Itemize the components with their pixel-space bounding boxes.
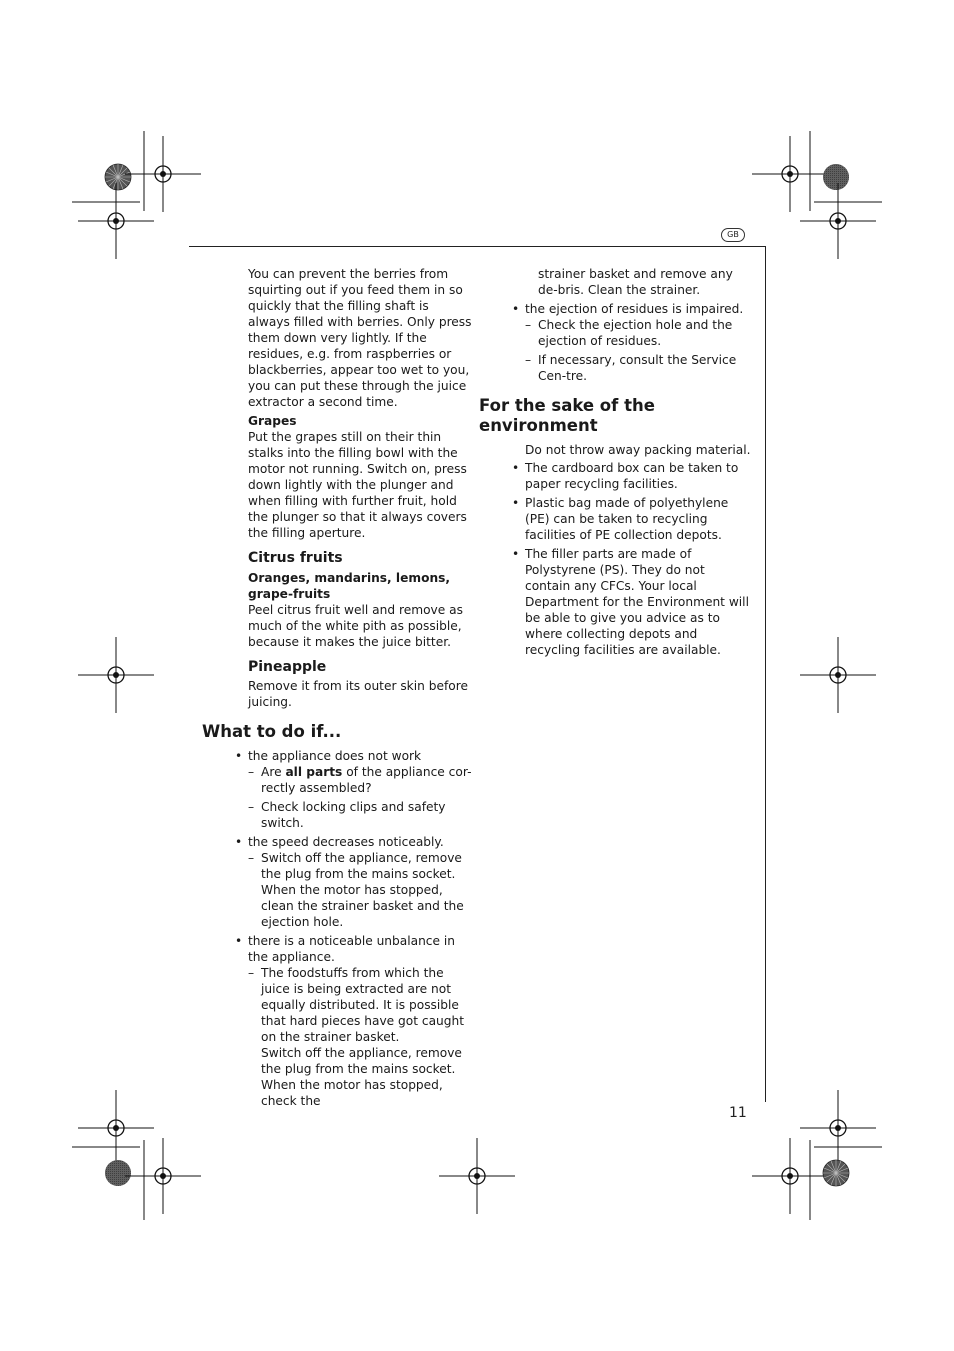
dash-icon: – <box>248 765 255 779</box>
margin-rule <box>765 246 766 1102</box>
bullet-icon: • <box>235 934 243 948</box>
bullet-icon: • <box>512 547 520 561</box>
environment-list <box>479 460 751 658</box>
pineapple-heading: Pineapple <box>248 659 327 675</box>
list-item: • The filler parts are made of Polystyrene (PS). They do not contain any CFCs. Your local Department for the Environment will be able to give you advice as to where collecting depots and recycling facilities are available. <box>512 547 749 657</box>
list-item: – Check locking clips and safety switch. <box>248 800 446 830</box>
citrus-paragraph: Peel citrus fruit well and remove as much of the white pith as possible, because it makes the juice bitter. <box>248 603 463 649</box>
issue-text: the appliance does not work <box>248 749 422 763</box>
bullet-icon: • <box>512 496 520 510</box>
issue-text: there is a noticeable unbalance in the appliance. <box>248 934 455 964</box>
page-number: 11 <box>729 1105 747 1121</box>
grapes-heading: Grapes <box>248 414 297 428</box>
environment-heading: For the sake of the environment <box>479 396 655 435</box>
troubleshooting-heading: What to do if... <box>202 722 342 741</box>
continued-text: strainer basket and remove any de-bris. Clean the strainer. <box>538 267 733 297</box>
citrus-subheading: Oranges, mandarins, lemons, grape-fruits <box>248 571 451 601</box>
bullet-icon: • <box>512 461 520 475</box>
list-item <box>235 748 474 831</box>
issue-text: the ejection of residues is impaired. <box>525 302 744 316</box>
dash-icon: – <box>248 800 255 814</box>
bullet-icon: • <box>235 835 243 849</box>
grapes-paragraph: Put the grapes still on their thin stalks into the filling bowl with the motor not running. Switch on, press down lightly with the plunger and when filling with further fruit, hold the plunger so that it always covers the filling aperture. <box>248 430 467 540</box>
emphasis: all parts <box>285 765 343 779</box>
bullet-icon: • <box>512 302 520 316</box>
dash-icon: – <box>248 966 255 980</box>
list-item: – Switch off the appliance, remove the plug from the mains socket. When the motor has stopped, clean the strainer basket and the ejection hole. <box>248 851 464 929</box>
citrus-heading: Citrus fruits <box>248 550 343 566</box>
troubleshooting-list <box>202 748 474 1109</box>
dash-icon: – <box>248 851 255 865</box>
issue-text: the speed decreases noticeably. <box>248 835 444 849</box>
left-column <box>202 266 474 1112</box>
header-rule <box>189 246 766 247</box>
dash-icon: – <box>525 318 532 332</box>
language-badge: GB <box>721 228 745 242</box>
berries-paragraph: You can prevent the berries from squirting out if you feed them in so quickly that the filling shaft is always filled with berries. Only press them down very lightly. If the residues, e.g. from raspberries or blackberries, appear too wet to you, you can put these through the juice extractor a second time. <box>248 267 472 409</box>
list-item <box>235 933 474 1109</box>
list-item: • The cardboard box can be taken to paper recycling facilities. <box>512 461 739 491</box>
list-item <box>235 834 474 930</box>
bullet-icon: • <box>235 749 243 763</box>
list-item: – Are all parts of the appliance cor-rectly assembled? <box>248 765 472 795</box>
dash-icon: – <box>525 353 532 367</box>
list-item: • Plastic bag made of polyethylene (PE) can be taken to recycling facilities of PE collection depots. <box>512 496 729 542</box>
list-item <box>512 301 751 384</box>
right-column <box>479 266 751 661</box>
list-item: – The foodstuffs from which the juice is being extracted are not equally distributed. It is possible that hard pieces have got caught on the strainer basket. Switch off the appliance, remove the plug from the mains socket. When the motor has stopped, check the <box>248 966 465 1108</box>
list-item: – If necessary, consult the Service Cen-tre. <box>525 353 737 383</box>
pineapple-paragraph: Remove it from its outer skin before juicing. <box>248 679 468 709</box>
list-item: – Check the ejection hole and the ejection of residues. <box>525 318 733 348</box>
troubleshooting-list-continued <box>479 301 751 384</box>
environment-intro: Do not throw away packing material. <box>525 443 751 457</box>
